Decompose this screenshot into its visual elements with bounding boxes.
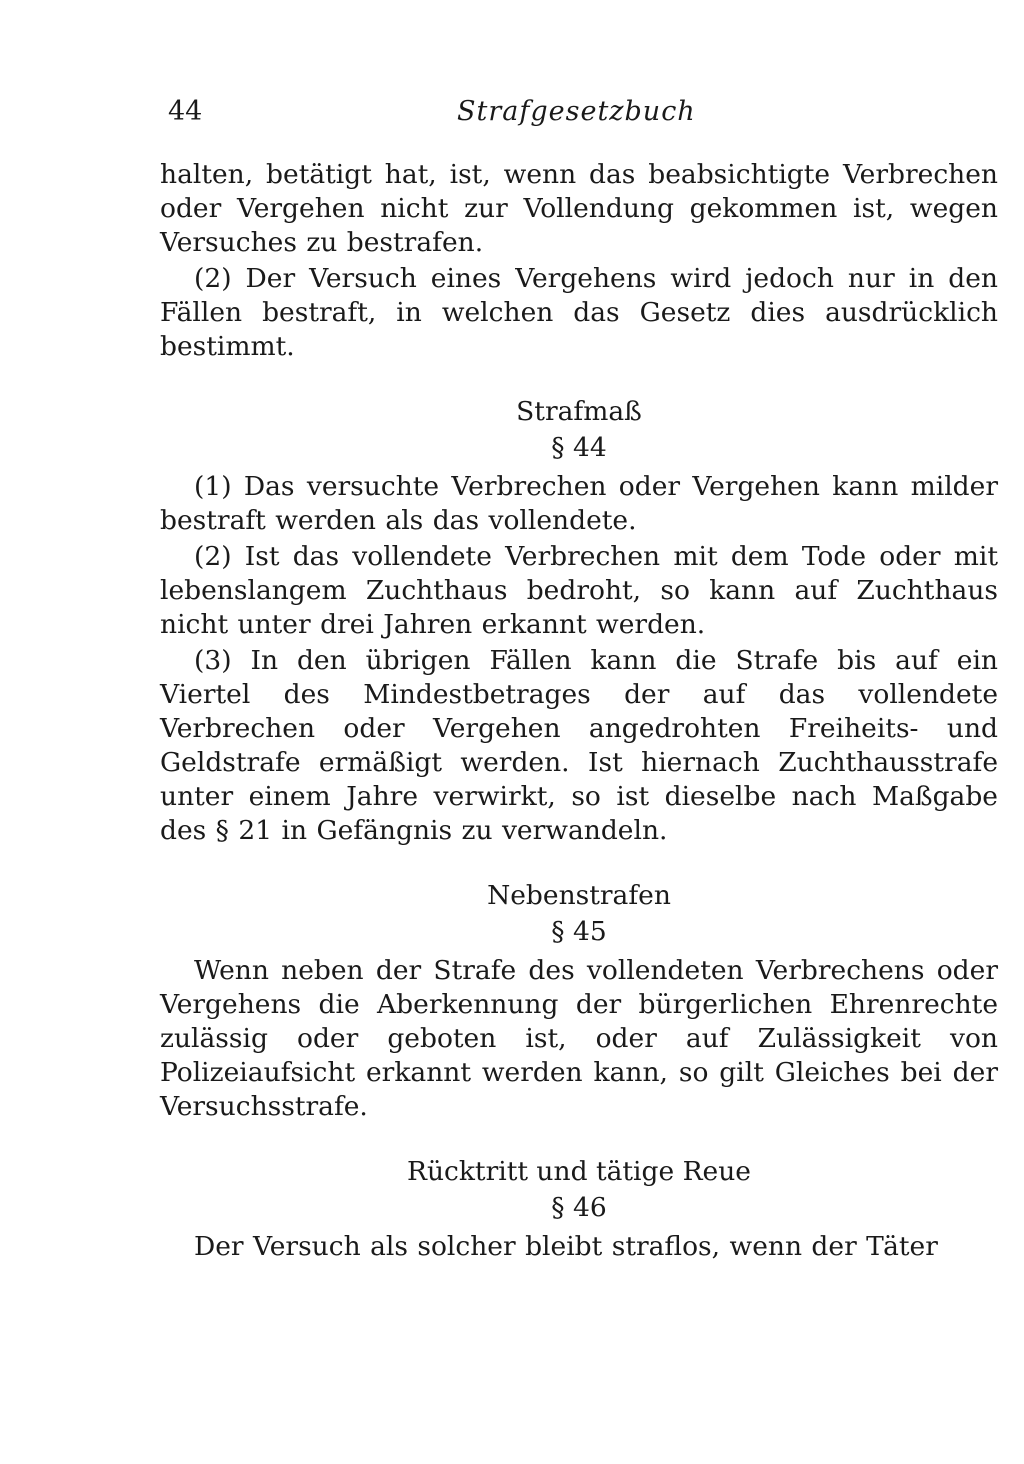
paragraph-44-1: (1) Das versuchte Verbrechen oder Vergehen kann milder bestraft werden als das vollendete. [160,471,998,536]
paragraph-44-3: (3) In den übrigen Fällen kann die Strafe bis auf ein Viertel des Mindestbetrages der auf das vollendete Verbrechen oder Vergehen angedrohten Freiheits- und Geldstrafe ermäßigt werden. Ist hiernach Zuchthausstrafe unter einem Jahre verwirkt, so ist dieselbe nach Maßgabe des § 21 in Gefängnis zu verwandeln. [160,645,998,846]
paragraph-45-1: Wenn neben der Strafe des vollendeten Verbrechens oder Vergehens die Aberkennung der bürgerlichen Ehrenrechte zulässig oder geboten ist, oder auf Zulässigkeit von Polizeiaufsicht erkannt werden kann, so gilt Gleiches bei der Versuchsstrafe. [160,955,998,1122]
body-text [160,158,998,1266]
section-title-45: Nebenstrafen [487,880,671,911]
paragraph-43-2: (2) Der Versuch eines Vergehens wird jedoch nur in den Fällen bestraft, in welchen das Gesetz dies ausdrücklich bestimmt. [160,263,998,362]
paragraph-46-1: Der Versuch als solcher bleibt straflos, wenn der Täter [194,1231,938,1262]
paragraph-continuation: halten, betätigt hat, ist, wenn das beabsichtigte Verbrechen oder Vergehen nicht zur Vollendung gekommen ist, wegen Versuches zu bestrafen. [160,159,998,258]
page-header [160,92,1000,132]
paragraph-44-2: (2) Ist das vollendete Verbrechen mit dem Tode oder mit lebenslangem Zuchthaus bedroht, so kann auf Zuchthaus nicht unter drei Jahren erkannt werden. [160,541,998,640]
section-number-44: § 44 [551,432,607,463]
section-number-45: § 45 [551,916,607,947]
running-title: Strafgesetzbuch [457,96,696,127]
page-number: 44 [168,96,203,127]
section-number-46: § 46 [551,1192,607,1223]
section-title-46: Rücktritt und tätige Reue [407,1156,751,1187]
section-title-44: Strafmaß [516,396,642,427]
